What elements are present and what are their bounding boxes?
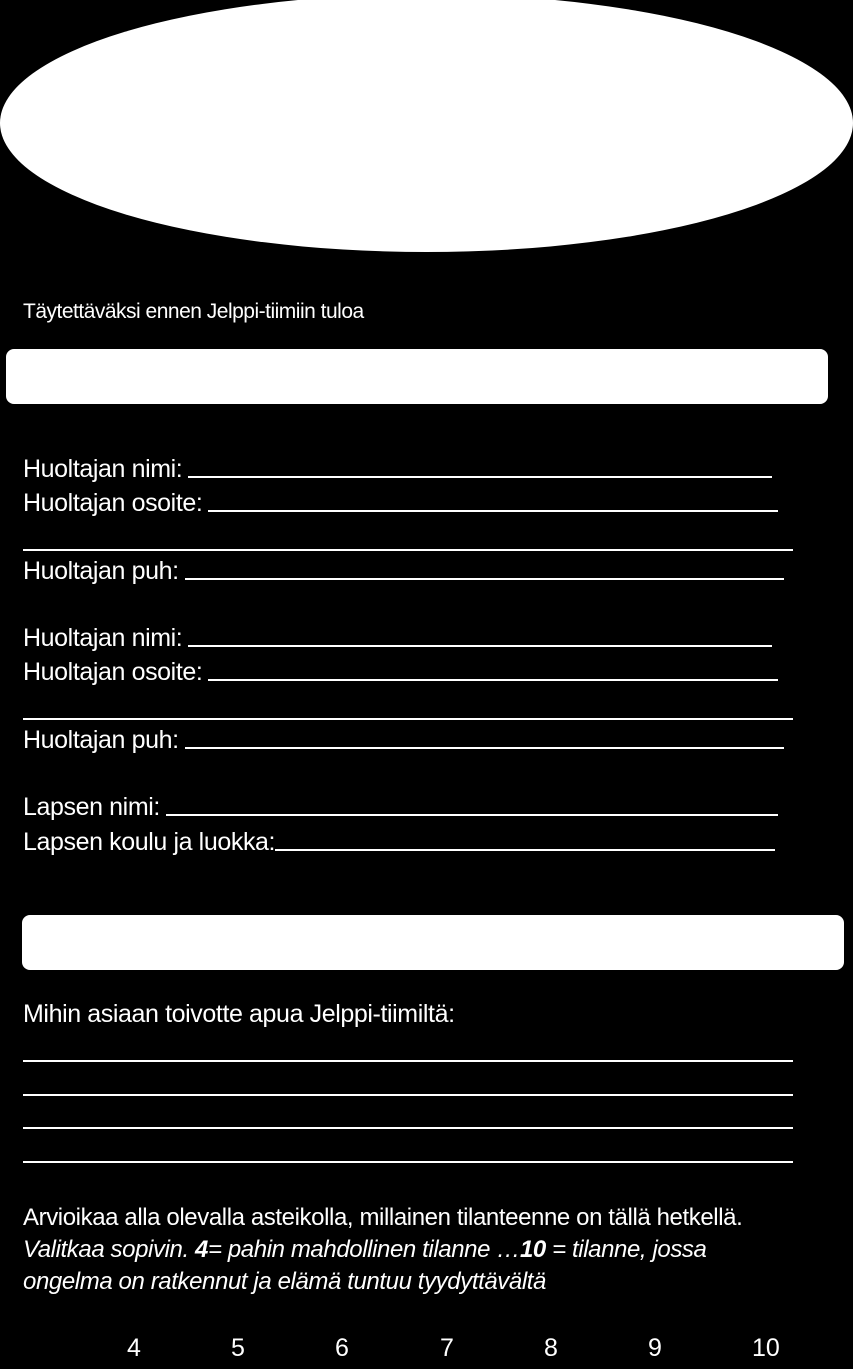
section-header-bar-1 bbox=[6, 349, 828, 404]
answer-line-3[interactable] bbox=[23, 1127, 793, 1129]
guardian2-address-row bbox=[23, 655, 778, 687]
guardian2-phone-row bbox=[23, 723, 784, 755]
guardian1-name-input-line[interactable] bbox=[188, 476, 772, 478]
intro-text: Täytettäväksi ennen Jelppi-tiimiin tuloa bbox=[23, 300, 364, 323]
answer-line-2[interactable] bbox=[23, 1094, 793, 1096]
guardian2-address-input-line[interactable] bbox=[208, 679, 778, 681]
scale-option-9[interactable]: 9 bbox=[648, 1334, 662, 1362]
rating-text-italic-1: Valitkaa sopivin. bbox=[23, 1236, 196, 1263]
section-header-bar-2 bbox=[22, 915, 844, 970]
child-name-input-line[interactable] bbox=[166, 814, 778, 816]
guardian2-name-row bbox=[23, 621, 772, 653]
scale-option-8[interactable]: 8 bbox=[544, 1334, 558, 1362]
child-name-row bbox=[23, 790, 778, 822]
guardian1-name-label: Huoltajan nimi: bbox=[23, 455, 183, 483]
rating-instructions bbox=[23, 1202, 783, 1298]
answer-line-4[interactable] bbox=[23, 1161, 793, 1163]
guardian2-name-input-line[interactable] bbox=[188, 645, 772, 647]
rating-text-italic-2: = pahin mahdollinen tilanne … bbox=[207, 1236, 520, 1263]
rating-bold-high: 10 bbox=[519, 1236, 546, 1263]
guardian2-name-label: Huoltajan nimi: bbox=[23, 624, 183, 652]
child-school-row bbox=[23, 825, 775, 857]
scale-option-4[interactable]: 4 bbox=[127, 1334, 141, 1362]
rating-bold-low: 4 bbox=[195, 1236, 208, 1263]
child-school-input-line[interactable] bbox=[275, 849, 775, 851]
scale-option-5[interactable]: 5 bbox=[231, 1334, 245, 1362]
guardian1-phone-input-line[interactable] bbox=[185, 578, 784, 580]
guardian1-phone-row bbox=[23, 554, 784, 586]
guardian1-address-label: Huoltajan osoite: bbox=[23, 489, 203, 517]
help-question: Mihin asiaan toivotte apua Jelppi-tiimiltä: bbox=[23, 1000, 455, 1028]
guardian2-phone-label: Huoltajan puh: bbox=[23, 726, 179, 754]
guardian1-name-row bbox=[23, 452, 772, 484]
guardian1-address-input-line[interactable] bbox=[208, 510, 778, 512]
guardian1-address-line-2[interactable] bbox=[23, 549, 793, 551]
guardian2-address-line-2[interactable] bbox=[23, 718, 793, 720]
scale-option-7[interactable]: 7 bbox=[440, 1334, 454, 1362]
answer-line-1[interactable] bbox=[23, 1060, 793, 1062]
child-school-label: Lapsen koulu ja luokka: bbox=[23, 828, 276, 856]
rating-text-italic-3: = tilanne, jossa ongelma on ratkennut ja elämä tuntuu tyydyttävältä bbox=[23, 1236, 707, 1295]
scale-option-10[interactable]: 10 bbox=[752, 1334, 780, 1362]
guardian2-address-label: Huoltajan osoite: bbox=[23, 658, 203, 686]
guardian1-address-row bbox=[23, 486, 778, 518]
guardian1-phone-label: Huoltajan puh: bbox=[23, 557, 179, 585]
child-name-label: Lapsen nimi: bbox=[23, 793, 160, 821]
guardian2-phone-input-line[interactable] bbox=[185, 747, 784, 749]
scale-option-6[interactable]: 6 bbox=[335, 1334, 349, 1362]
rating-text-normal: Arvioikaa alla olevalla asteikolla, millainen tilanteenne on tällä hetkellä. bbox=[23, 1204, 743, 1231]
header-ellipse-graphic bbox=[0, 0, 853, 252]
